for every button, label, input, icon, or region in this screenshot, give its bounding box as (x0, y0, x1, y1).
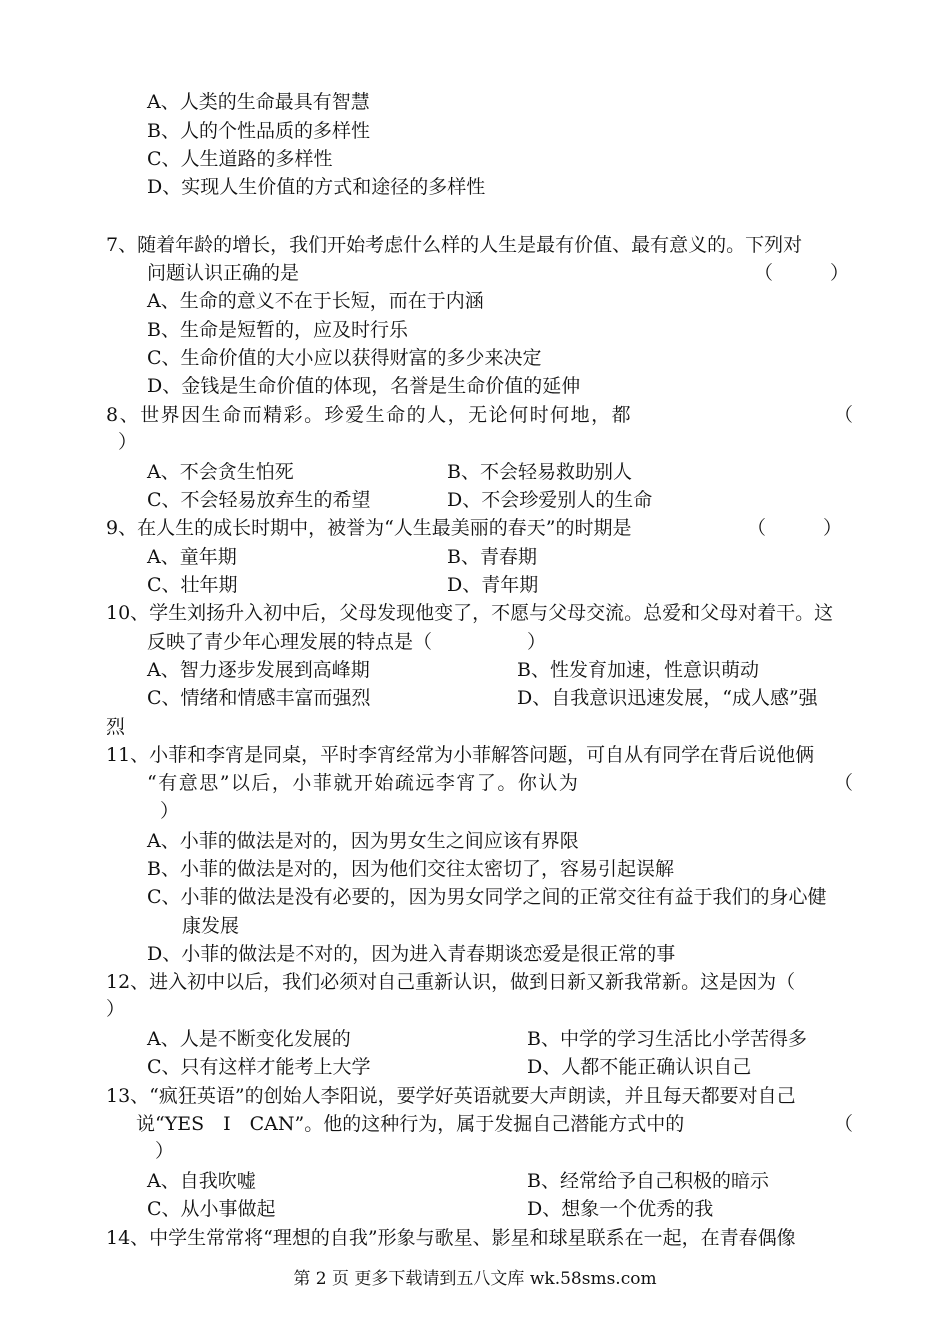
question-13-text: 13、“疯狂英语”的创始人李阳说，要学好英语就要大声朗读，并且每天都要对自己 (106, 1085, 796, 1107)
answer-bracket: （ ） (747, 517, 843, 539)
option-d: D、人都不能正确认识自己 (527, 1056, 752, 1078)
option-c: C、小菲的做法是没有必要的，因为男女同学之间的正常交往有益于我们的身心健 (147, 886, 827, 908)
question-10-text: 10、学生刘扬升入初中后，父母发现他变了，不愿与父母交流。总爱和父母对着干。这 (106, 602, 834, 624)
option-b: B、小菲的做法是对的，因为他们交往太密切了，容易引起误解 (147, 858, 674, 880)
question-11-text-cont: “有意思”以后，小菲就开始疏远李宵了。你认为 (147, 772, 580, 794)
option-a: A、不会贪生怕死 (147, 461, 294, 483)
answer-bracket-close: ） (160, 800, 180, 822)
option-a: A、自我吹嘘 (147, 1170, 256, 1192)
option-d: D、实现人生价值的方式和途径的多样性 (147, 176, 486, 198)
question-12-text: 12、进入初中以后，我们必须对自己重新认识，做到日新又新我常新。这是因为（ (106, 971, 796, 993)
answer-bracket-open: （ (834, 1113, 854, 1135)
option-a: A、童年期 (147, 546, 237, 568)
answer-bracket-close: ） (155, 1140, 175, 1162)
option-b: B、人的个性品质的多样性 (147, 120, 370, 142)
answer-bracket-close: ） (118, 431, 138, 453)
answer-bracket-close: ） (106, 998, 126, 1020)
question-7-text-cont: 问题认识正确的是 (147, 262, 300, 284)
option-c: C、壮年期 (147, 574, 238, 596)
option-c: C、生命价值的大小应以获得财富的多少来决定 (147, 347, 542, 369)
question-7-text: 7、随着年龄的增长，我们开始考虑什么样的人生是最有价值、最有意义的。下列对 (106, 234, 803, 256)
option-b: B、生命是短暂的，应及时行乐 (147, 319, 408, 341)
option-d: D、不会珍爱别人的生命 (447, 489, 653, 511)
question-8-text: 8、世界因生命而精彩。珍爱生命的人，无论何时何地，都 (106, 404, 633, 426)
option-b: B、性发育加速，性意识萌动 (517, 659, 759, 681)
option-c: C、从小事做起 (147, 1198, 276, 1220)
option-b: B、不会轻易救助别人 (447, 461, 632, 483)
option-c-wrap: 康发展 (182, 915, 240, 937)
answer-bracket: （ ） (754, 262, 850, 284)
option-a: A、人是不断变化发展的 (147, 1028, 351, 1050)
option-a: A、生命的意义不在于长短，而在于内涵 (147, 290, 484, 312)
question-11-text: 11、小菲和李宵是同桌，平时李宵经常为小菲解答问题，可自从有同学在背后说他俩 (106, 744, 815, 766)
option-d: D、想象一个优秀的我 (527, 1198, 714, 1220)
answer-bracket-open: （ (834, 772, 854, 794)
option-a: A、人类的生命最具有智慧 (147, 91, 370, 113)
option-d: D、小菲的做法是不对的，因为进入青春期谈恋爱是很正常的事 (147, 943, 676, 965)
question-10-text-cont: 反映了青少年心理发展的特点是（ ） (147, 631, 547, 653)
option-d: D、青年期 (447, 574, 539, 596)
option-d-wrap: 烈 (106, 716, 126, 738)
question-14-text: 14、中学生常常将“理想的自我”形象与歌星、影星和球星联系在一起，在青春偶像 (106, 1227, 796, 1249)
question-13-text-cont: 说“YES I CAN”。他的这种行为，属于发掘自己潜能方式中的 (136, 1113, 685, 1135)
option-c: C、情绪和情感丰富而强烈 (147, 687, 371, 709)
option-a: A、智力逐步发展到高峰期 (147, 659, 370, 681)
answer-bracket-open: （ (834, 404, 854, 426)
option-b: B、经常给予自己积极的暗示 (527, 1170, 769, 1192)
option-b: B、青春期 (447, 546, 537, 568)
option-d: D、自我意识迅速发展，“成人感”强 (517, 687, 818, 709)
option-b: B、中学的学习生活比小学苦得多 (527, 1028, 807, 1050)
page-footer: 第 2 页 更多下载请到五八文库 wk.58sms.com (293, 1269, 657, 1289)
option-a: A、小菲的做法是对的，因为男女生之间应该有界限 (147, 830, 579, 852)
question-9-text: 9、在人生的成长时期中，被誉为“人生最美丽的春天”的时期是 (106, 517, 632, 539)
option-c: C、不会轻易放弃生的希望 (147, 489, 371, 511)
option-c: C、只有这样才能考上大学 (147, 1056, 371, 1078)
option-c: C、人生道路的多样性 (147, 148, 333, 170)
option-d: D、金钱是生命价值的体现，名誉是生命价值的延伸 (147, 375, 581, 397)
